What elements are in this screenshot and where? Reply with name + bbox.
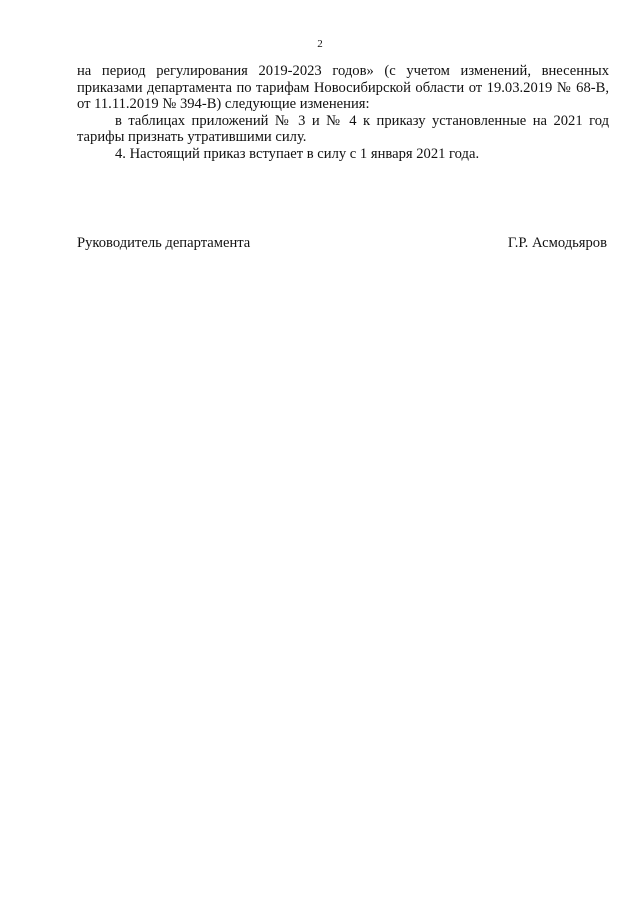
page-number: 2 (317, 38, 323, 50)
paragraph-effective-date: 4. Настоящий приказ вступает в силу с 1 января 2021 года. (115, 145, 480, 162)
signatory-position: Руководитель департамента (77, 235, 251, 251)
document-body (77, 63, 609, 162)
signature-block (77, 235, 607, 252)
paragraph-period-changes: на период регулирования 2019-2023 годов» (с учетом изменений, внесенных приказами департамента по тарифам Новосибирской области от 19.03.2019 № 68-В, от 11.11.2019 № 394-В) следующие изменения: (77, 63, 609, 112)
signatory-name: Г.Р. Асмодьяров (507, 235, 607, 251)
paragraph-tables-appendices: в таблицах приложений № 3 и № 4 к приказу установленные на 2021 год тарифы признать утратившими силу. (77, 112, 609, 145)
